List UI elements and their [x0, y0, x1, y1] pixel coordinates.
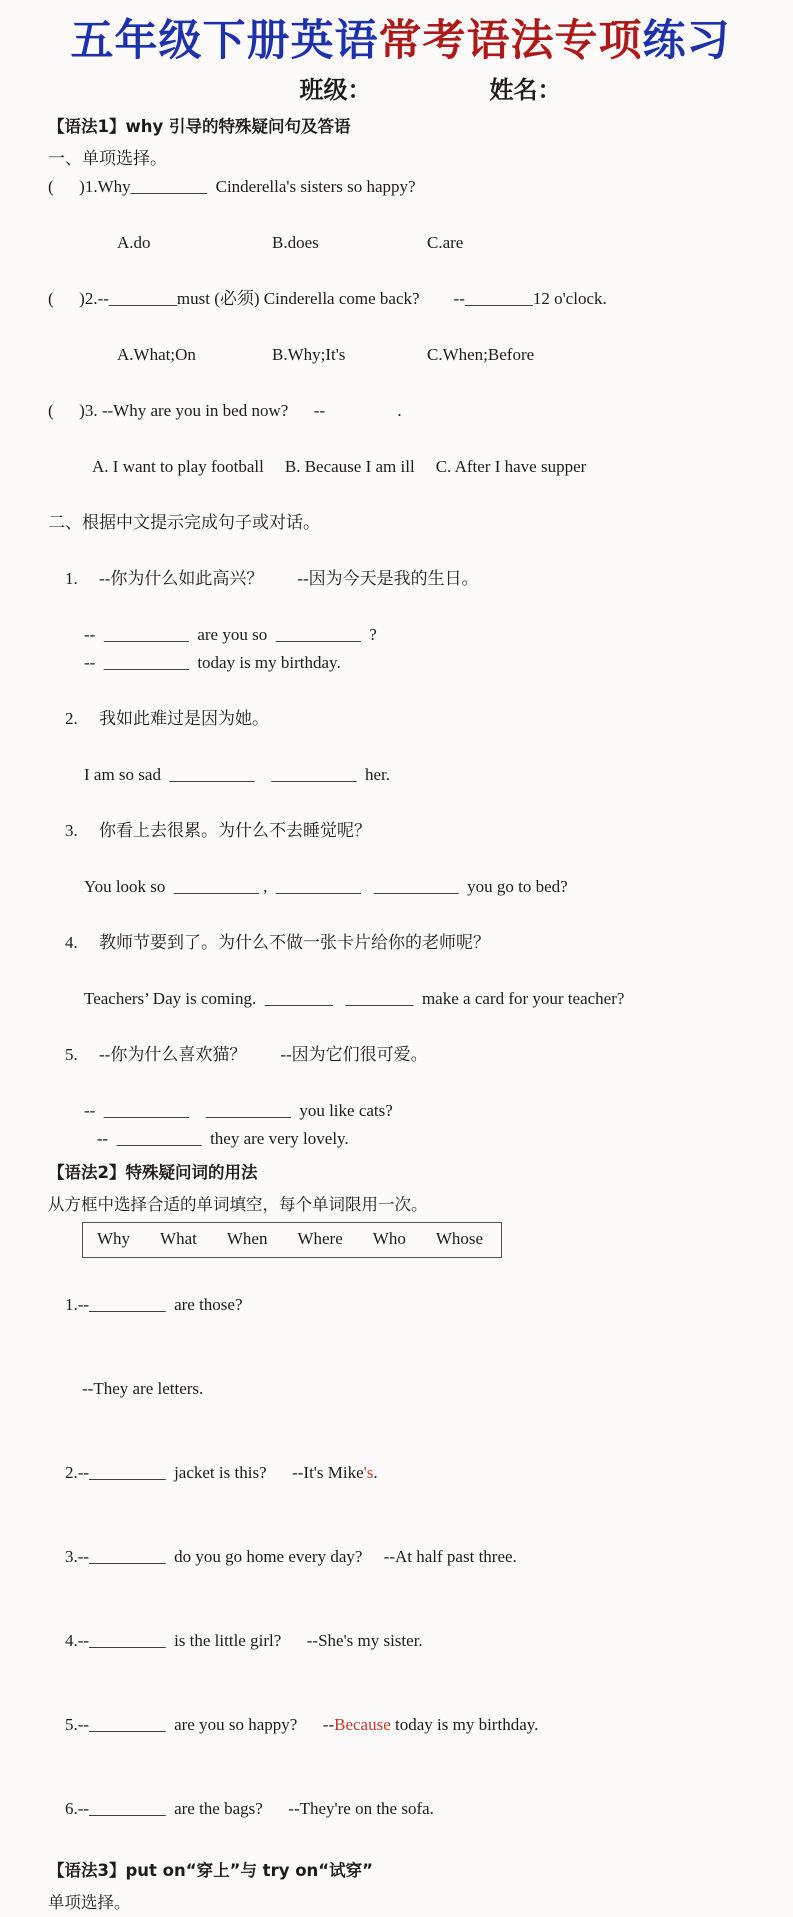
g2-item-line — [48, 1431, 753, 1515]
g2-item-line — [48, 1263, 753, 1347]
chinese-prompt: --你为什么如此高兴？ --因为今天是我的生日。 — [99, 568, 479, 588]
fill-item-1-blank-line-2: -- __________ today is my birthday. — [84, 652, 341, 672]
fill-item-4-prompt — [48, 901, 753, 985]
g2-item-line — [48, 1599, 753, 1683]
word-box — [82, 1222, 502, 1258]
fill-item-2-prompt — [48, 677, 753, 761]
question-text: 6.--_________ are the bags? --They're on the sofa. — [65, 1798, 434, 1818]
question-text: 1.--_________ are those? — [65, 1294, 243, 1314]
fill-item-2-blank-line-1: I am so sad __________ __________ her. — [84, 764, 390, 784]
question-text: 4.--_________ is the little girl? --She's my sister. — [65, 1630, 423, 1650]
question-text: --They are letters. — [65, 1378, 204, 1398]
page-title — [48, 16, 753, 68]
box-word: When — [226, 1228, 268, 1248]
mc-question-2-options — [48, 313, 753, 397]
fill-item-4-blank-line-1: Teachers’ Day is coming. ________ ________ make a card for your teacher? — [84, 988, 625, 1008]
g2-item-line — [48, 1767, 753, 1851]
red-answer-text: 's — [363, 1462, 374, 1482]
fill-item-1-prompt — [48, 537, 753, 621]
option-b: B.Why;It's — [272, 344, 346, 364]
box-word: Where — [297, 1228, 343, 1248]
name-label: 姓名： — [489, 75, 562, 104]
red-answer-text: Because — [334, 1714, 391, 1734]
title-segment-red: 常考语法专项 — [378, 16, 643, 66]
question-text: 5.--_________ are you so happy? -- — [65, 1714, 335, 1734]
option-b: B.does — [272, 232, 319, 252]
mc-question-1-stem: ( )1.Why_________ Cinderella's sisters so happy? — [48, 176, 416, 196]
fill-item-5-blank-line-2: -- __________ they are very lovely. — [84, 1128, 349, 1148]
option-b: B. Because I am ill — [284, 456, 415, 476]
mc-question-3-stem: ( )3. --Why are you in bed now? -- . — [48, 400, 402, 420]
item-number: 4. — [65, 932, 78, 952]
question-text: 2.--_________ jacket is this? --It's Mike — [65, 1462, 364, 1482]
mc-question-3-options — [48, 425, 753, 509]
class-name-row — [108, 70, 753, 105]
fill-item-5-prompt — [48, 1013, 753, 1097]
grammar2-heading: 【语法2】特殊疑问词的用法 — [48, 1162, 258, 1182]
grammar1-section1-title: 一、单项选择。 — [48, 148, 167, 168]
option-a: A.What;On — [117, 344, 196, 364]
title-segment-blue-1: 五年级下册英语 — [70, 16, 379, 66]
option-a: A.do — [117, 232, 151, 252]
g2-item-line — [48, 1347, 753, 1431]
option-c: C. After I have supper — [435, 456, 587, 476]
box-word: Whose — [435, 1228, 484, 1248]
grammar2-instruction: 从方框中选择合适的单词填空，每个单词限用一次。 — [48, 1194, 428, 1214]
chinese-prompt: 教师节要到了。为什么不做一张卡片给你的老师呢？ — [99, 932, 490, 952]
chinese-prompt: 你看上去很累。为什么不去睡觉呢？ — [99, 820, 371, 840]
chinese-prompt: 我如此难过是因为她。 — [99, 708, 269, 728]
fill-item-3-prompt — [48, 789, 753, 873]
item-number: 1. — [65, 568, 78, 588]
chinese-prompt: --你为什么喜欢猫？ --因为它们很可爱。 — [99, 1044, 428, 1064]
title-segment-blue-2: 练习 — [642, 16, 731, 66]
box-word: Who — [372, 1228, 406, 1248]
word-box-container — [82, 1222, 753, 1258]
fill-item-1-blank-line-1: -- __________ are you so __________ ? — [84, 624, 377, 644]
option-a: A. I want to play football — [92, 456, 264, 476]
fill-item-5-blank-line-1: -- __________ __________ you like cats? — [84, 1100, 393, 1120]
mc-question-1-options — [48, 201, 753, 285]
grammar1-section2-title: 二、根据中文提示完成句子或对话。 — [48, 512, 320, 532]
item-number: 2. — [65, 708, 78, 728]
question-text: 3.--_________ do you go home every day? --At half past three. — [65, 1546, 517, 1566]
question-text-tail: . — [373, 1462, 378, 1482]
box-word: Why — [97, 1228, 131, 1248]
grammar3-subtitle: 单项选择。 — [48, 1892, 131, 1912]
fill-item-3-blank-line-1: You look so __________ , __________ __________ you go to bed? — [84, 876, 568, 896]
option-c: C.are — [427, 232, 464, 252]
box-word: What — [160, 1228, 197, 1248]
option-c: C.When;Before — [427, 344, 535, 364]
grammar1-heading: 【语法1】why 引导的特殊疑问句及答语 — [48, 116, 351, 136]
mc-question-2-stem: ( )2.--________must (必须) Cinderella come back? --________12 o'clock. — [48, 288, 607, 308]
g2-item-line — [48, 1515, 753, 1599]
class-label: 班级： — [299, 75, 372, 104]
question-text-tail: today is my birthday. — [390, 1714, 539, 1734]
grammar3-heading: 【语法3】put on“穿上”与 try on“试穿” — [48, 1860, 373, 1880]
item-number: 3. — [65, 820, 78, 840]
item-number: 5. — [65, 1044, 78, 1064]
g2-item-line — [48, 1683, 753, 1767]
